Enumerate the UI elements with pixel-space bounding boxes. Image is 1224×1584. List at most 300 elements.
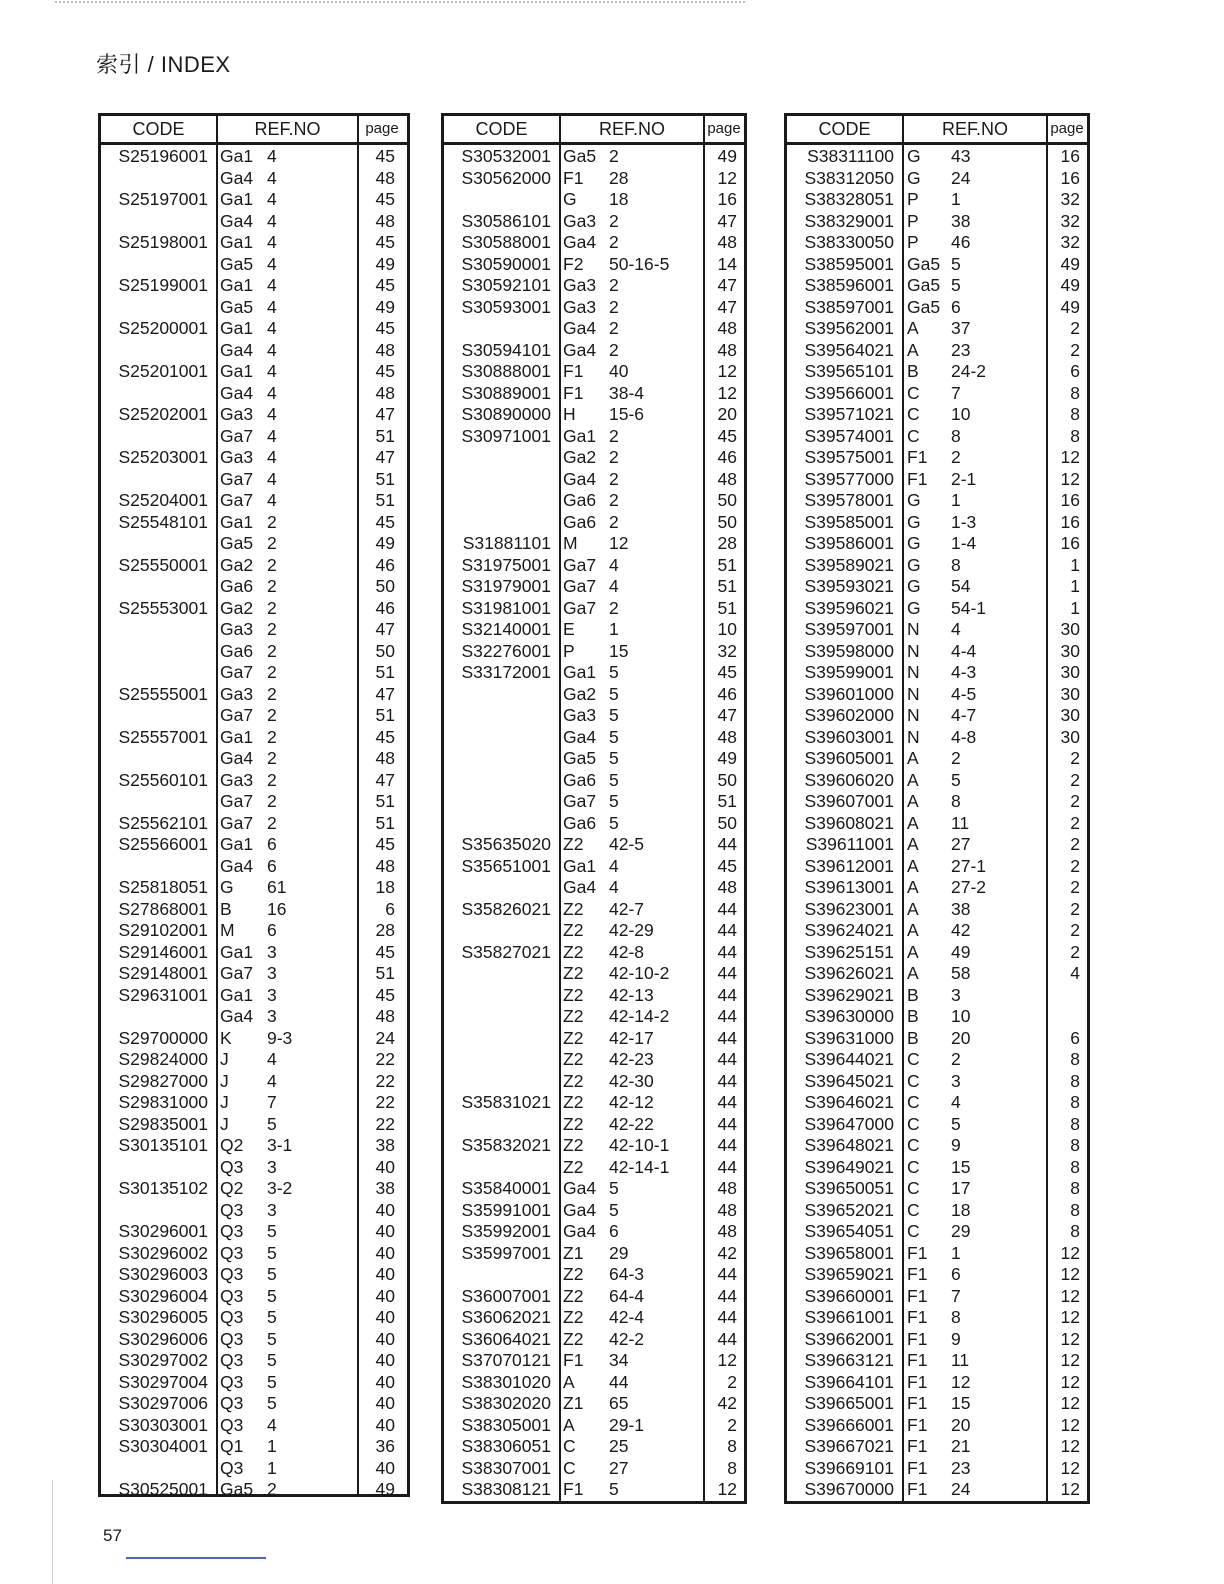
cell-code: S30890000: [461, 404, 551, 424]
table-row: [101, 297, 407, 319]
cell-ref-group: A: [907, 791, 919, 811]
cell-page: 8: [1070, 1178, 1080, 1198]
table-row: [101, 899, 407, 921]
cell-ref-number: 4: [267, 318, 277, 338]
cell-page: 8: [1070, 1199, 1080, 1220]
cell-page: 8: [1070, 404, 1080, 424]
table-row: [444, 146, 744, 168]
cell-ref-number: 10: [951, 404, 971, 424]
cell-code: S39603001: [804, 726, 894, 747]
cell-ref-group: Ga4: [563, 339, 597, 360]
cell-code: S39596021: [804, 597, 894, 618]
cell-page: 44: [717, 1113, 737, 1134]
cell-ref-number: 2: [267, 597, 277, 618]
cell-page: 14: [717, 253, 737, 274]
cell-ref-number: 12: [609, 533, 629, 553]
cell-ref-number: 9: [951, 1328, 961, 1349]
cell-ref-group: Z2: [563, 898, 584, 919]
cell-page: 2: [1070, 855, 1080, 876]
cell-ref-number: 5: [267, 1264, 277, 1284]
table-row: [787, 254, 1087, 276]
cell-ref-group: Q3: [220, 1307, 244, 1327]
cell-page: 2: [1070, 769, 1080, 790]
cell-code: S36007001: [461, 1285, 551, 1306]
header-page: page: [707, 120, 741, 137]
cell-page: 8: [1070, 1221, 1080, 1241]
cell-ref-number: 42-14-2: [609, 1006, 670, 1026]
table-row: [444, 1243, 744, 1265]
cell-ref-number: 15-6: [609, 404, 645, 424]
cell-ref-group: C: [907, 425, 920, 446]
cell-ref-number: 4: [951, 1092, 961, 1112]
cell-ref-number: 6: [267, 834, 277, 854]
cell-page: 40: [375, 1414, 395, 1435]
cell-ref-number: 6: [267, 920, 277, 940]
cell-page: 48: [375, 339, 395, 360]
cell-ref-group: Ga6: [220, 576, 254, 596]
cell-ref-number: 4: [609, 554, 619, 575]
cell-page: 32: [1060, 210, 1080, 231]
cell-ref-number: 27: [951, 834, 971, 854]
cell-ref-group: Ga1: [220, 984, 254, 1005]
cell-ref-group: F2: [563, 253, 584, 274]
cell-ref-group: Ga5: [907, 253, 941, 274]
cell-code: S25203001: [118, 447, 208, 467]
cell-ref-number: 8: [951, 1307, 961, 1327]
cell-page: 44: [717, 1027, 737, 1048]
cell-ref-number: 42: [951, 920, 971, 940]
cell-ref-number: 64-3: [609, 1264, 645, 1284]
cell-page: 44: [717, 1285, 737, 1306]
cell-code: S30303001: [118, 1414, 208, 1435]
cell-page: 40: [375, 1457, 395, 1478]
cell-ref-group: Z2: [563, 984, 584, 1005]
cell-ref-number: 5: [609, 1178, 619, 1198]
cell-page: 22: [375, 1049, 395, 1069]
cell-page: 44: [717, 1049, 737, 1069]
cell-code: S39565101: [804, 361, 894, 381]
cell-code: S35832021: [461, 1135, 551, 1155]
cell-ref-number: 5: [267, 1393, 277, 1413]
cell-ref-number: 4: [267, 189, 277, 209]
cell-page: 12: [1060, 1479, 1080, 1499]
cell-ref-group: Ga5: [220, 1479, 254, 1499]
cell-ref-number: 4: [267, 210, 277, 231]
cell-ref-number: 17: [951, 1178, 971, 1198]
table-row: [787, 576, 1087, 598]
table-row: [101, 576, 407, 598]
cell-ref-number: 8: [951, 425, 961, 446]
table-row: [787, 1221, 1087, 1243]
cell-ref-group: F1: [563, 382, 584, 403]
table-row: [444, 1264, 744, 1286]
cell-page: 22: [375, 1113, 395, 1134]
cell-ref-number: 5: [609, 705, 619, 725]
cell-ref-number: 5: [267, 1221, 277, 1241]
index-table-3: [784, 113, 1090, 1504]
table-row: [444, 727, 744, 749]
cell-code: S29824000: [118, 1049, 208, 1069]
table-row: [444, 1114, 744, 1136]
cell-code: S25550001: [118, 554, 208, 575]
cell-code: S25557001: [118, 726, 208, 747]
cell-ref-group: Ga1: [220, 189, 254, 209]
cell-page: 49: [717, 748, 737, 768]
cell-code: S38308121: [461, 1479, 551, 1499]
cell-ref-group: Ga6: [563, 769, 597, 790]
table-row: [444, 641, 744, 663]
cell-code: S35827021: [461, 941, 551, 962]
cell-code: S35831021: [461, 1092, 551, 1112]
cell-page: 46: [717, 447, 737, 467]
table-row: [101, 1350, 407, 1372]
cell-page: 51: [375, 425, 395, 446]
cell-ref-number: 64-4: [609, 1285, 645, 1306]
cell-ref-number: 3: [267, 941, 277, 962]
cell-ref-number: 10: [951, 1006, 971, 1026]
cell-page: 49: [717, 146, 737, 166]
cell-code: S39585001: [804, 511, 894, 532]
table-row: [444, 1372, 744, 1394]
cell-page: 40: [375, 1371, 395, 1392]
table-row: [787, 1307, 1087, 1329]
cell-ref-group: Ga1: [220, 146, 254, 166]
cell-page: 20: [717, 404, 737, 424]
cell-page: 44: [717, 1135, 737, 1155]
cell-page: 4: [1070, 963, 1080, 983]
cell-code: S39574001: [804, 425, 894, 446]
cell-page: 47: [717, 705, 737, 725]
table-row: [444, 770, 744, 792]
cell-code: S39661001: [804, 1307, 894, 1327]
cell-ref-group: Ga6: [220, 640, 254, 661]
table-row: [444, 490, 744, 512]
cell-page: 28: [375, 920, 395, 940]
cell-page: 36: [375, 1436, 395, 1456]
cell-ref-number: 2: [609, 511, 619, 532]
cell-ref-group: Z2: [563, 1070, 584, 1091]
cell-page: 48: [717, 1199, 737, 1220]
table-row: [101, 1479, 407, 1501]
cell-page: 2: [1070, 920, 1080, 940]
cell-code: S25197001: [118, 189, 208, 209]
cell-ref-number: 15: [951, 1393, 971, 1413]
cell-ref-number: 4: [267, 296, 277, 317]
table-row: [101, 1458, 407, 1480]
cell-code: S39612001: [804, 855, 894, 876]
table-row: [101, 340, 407, 362]
cell-code: S25566001: [118, 834, 208, 854]
cell-code: S38597001: [804, 296, 894, 317]
table-row: [101, 1071, 407, 1093]
cell-page: 44: [717, 1070, 737, 1091]
cell-ref-number: 2: [609, 210, 619, 231]
cell-ref-group: F1: [907, 1264, 928, 1284]
cell-page: 2: [1070, 339, 1080, 360]
cell-ref-group: Q3: [220, 1414, 244, 1435]
cell-page: 45: [375, 146, 395, 166]
cell-ref-number: 5: [609, 791, 619, 811]
cell-code: S39578001: [804, 490, 894, 510]
table-row: [101, 1286, 407, 1308]
cell-code: S30588001: [461, 232, 551, 252]
cell-page: 40: [375, 1264, 395, 1284]
table-row: [787, 963, 1087, 985]
cell-ref-number: 7: [951, 382, 961, 403]
cell-ref-group: C: [907, 1092, 920, 1112]
cell-ref-group: Ga4: [220, 382, 254, 403]
cell-ref-group: Ga1: [220, 318, 254, 338]
table-row: [101, 1393, 407, 1415]
cell-page: 2: [1070, 812, 1080, 833]
cell-code: S39566001: [804, 382, 894, 403]
cell-page: 16: [1060, 146, 1080, 166]
cell-page: 30: [1060, 619, 1080, 639]
table-row: [444, 1415, 744, 1437]
cell-ref-group: A: [907, 812, 919, 833]
table-row: [101, 942, 407, 964]
table-row: [787, 684, 1087, 706]
cell-ref-group: F1: [907, 1242, 928, 1263]
cell-code: S39605001: [804, 748, 894, 768]
table-row: [444, 705, 744, 727]
table-row: [101, 490, 407, 512]
cell-ref-group: N: [907, 726, 920, 747]
cell-page: 8: [1070, 1135, 1080, 1155]
cell-code: S30525001: [118, 1479, 208, 1499]
cell-ref-group: A: [907, 963, 919, 983]
cell-page: 45: [375, 361, 395, 381]
cell-ref-group: N: [907, 662, 920, 682]
cell-ref-number: 23: [951, 1457, 971, 1478]
cell-ref-number: 5: [267, 1113, 277, 1134]
cell-page: 2: [1070, 791, 1080, 811]
cell-code: S25196001: [118, 146, 208, 166]
cell-code: S39650051: [804, 1178, 894, 1198]
table-row: [444, 1006, 744, 1028]
cell-ref-number: 42-10-2: [609, 963, 670, 983]
cell-ref-number: 15: [609, 640, 629, 661]
cell-ref-number: 5: [609, 726, 619, 747]
cell-page: 12: [1060, 447, 1080, 467]
cell-ref-group: Ga7: [563, 791, 597, 811]
table-row: [787, 361, 1087, 383]
cell-ref-group: Ga3: [563, 210, 597, 231]
cell-code: S25560101: [118, 769, 208, 790]
table-row: [787, 275, 1087, 297]
cell-ref-group: Z2: [563, 1307, 584, 1327]
cell-ref-group: G: [907, 597, 921, 618]
cell-page: 49: [1060, 296, 1080, 317]
cell-ref-group: Ga6: [563, 812, 597, 833]
cell-page: 12: [1060, 468, 1080, 489]
table-row: [787, 877, 1087, 899]
cell-ref-number: 4-3: [951, 662, 977, 682]
cell-page: 51: [375, 963, 395, 983]
cell-code: S39571021: [804, 404, 894, 424]
cell-ref-group: F1: [907, 1371, 928, 1392]
cell-code: S30296002: [118, 1242, 208, 1263]
cell-page: 12: [1060, 1393, 1080, 1413]
cell-ref-group: N: [907, 683, 920, 704]
cell-ref-number: 4: [267, 1070, 277, 1091]
table-row: [444, 1071, 744, 1093]
cell-ref-number: 2: [609, 318, 619, 338]
table-row: [101, 555, 407, 577]
cell-ref-number: 4: [267, 1049, 277, 1069]
table-row: [444, 748, 744, 770]
cell-ref-group: P: [563, 640, 575, 661]
table-row: [787, 662, 1087, 684]
table-row: [101, 770, 407, 792]
cell-code: S29831000: [118, 1092, 208, 1112]
cell-ref-group: Q3: [220, 1393, 244, 1413]
cell-code: S39562001: [804, 318, 894, 338]
cell-page: 50: [375, 640, 395, 661]
table-rows: [787, 146, 1087, 1501]
cell-code: S29631001: [118, 984, 208, 1005]
cell-ref-number: 3: [951, 1070, 961, 1091]
cell-ref-group: Ga7: [563, 597, 597, 618]
cell-code: S25553001: [118, 597, 208, 618]
table-row: [101, 211, 407, 233]
cell-ref-number: 5: [609, 1199, 619, 1220]
cell-page: 12: [717, 1479, 737, 1499]
table-row: [444, 1028, 744, 1050]
cell-ref-group: A: [563, 1414, 575, 1435]
cell-page: 48: [375, 748, 395, 768]
cell-code: S39669101: [804, 1457, 894, 1478]
cell-page: 2: [1070, 834, 1080, 854]
cell-code: S30296006: [118, 1328, 208, 1349]
table-rows: [444, 146, 744, 1501]
table-row: [444, 1479, 744, 1501]
cell-ref-number: 46: [951, 232, 971, 252]
cell-page: 46: [717, 683, 737, 704]
cell-ref-number: 11: [951, 812, 970, 833]
cell-code: S38312050: [804, 167, 894, 188]
cell-ref-number: 44: [609, 1371, 629, 1392]
table-row: [787, 1049, 1087, 1071]
cell-code: S35991001: [461, 1199, 551, 1220]
cell-code: S30135102: [118, 1178, 208, 1198]
cell-page: 40: [375, 1199, 395, 1220]
table-row: [444, 1049, 744, 1071]
cell-ref-group: Ga4: [563, 877, 597, 897]
cell-ref-group: J: [220, 1092, 229, 1112]
cell-page: 30: [1060, 640, 1080, 661]
cell-ref-number: 1: [951, 1242, 961, 1263]
cell-page: 45: [717, 662, 737, 682]
cell-ref-group: Ga5: [563, 146, 597, 166]
cell-ref-group: C: [907, 1156, 920, 1177]
table-row: [444, 619, 744, 641]
table-row: [101, 641, 407, 663]
table-row: [787, 1114, 1087, 1136]
cell-code: S39662001: [804, 1328, 894, 1349]
cell-page: 48: [717, 339, 737, 360]
cell-ref-number: 42-12: [609, 1092, 654, 1112]
table-row: [787, 1436, 1087, 1458]
cell-code: S38307001: [461, 1457, 551, 1478]
cell-ref-number: 6: [267, 855, 277, 876]
cell-ref-number: 20: [951, 1027, 971, 1048]
cell-ref-group: G: [907, 511, 921, 532]
table-row: [787, 899, 1087, 921]
cell-ref-number: 42-23: [609, 1049, 654, 1069]
cell-ref-group: G: [907, 533, 921, 553]
cell-ref-number: 40: [609, 361, 629, 381]
header-ref: REF.NO: [254, 119, 321, 139]
cell-page: 12: [1060, 1457, 1080, 1478]
cell-page: 22: [375, 1092, 395, 1112]
cell-code: S39624021: [804, 920, 894, 940]
cell-ref-group: N: [907, 640, 920, 661]
cell-page: 2: [1070, 898, 1080, 919]
table-row: [444, 877, 744, 899]
cell-ref-group: F1: [907, 1328, 928, 1349]
cell-ref-group: F1: [563, 167, 584, 188]
cell-ref-number: 4: [267, 382, 277, 403]
cell-page: 48: [717, 1178, 737, 1198]
cell-ref-group: Ga3: [220, 404, 254, 424]
table-row: [787, 1006, 1087, 1028]
cell-page: 12: [717, 361, 737, 381]
table-row: [787, 146, 1087, 168]
cell-page: 16: [717, 189, 737, 209]
cell-ref-number: 4: [267, 1414, 277, 1435]
cell-ref-number: 4: [267, 447, 277, 467]
cell-page: 12: [1060, 1264, 1080, 1284]
cell-ref-number: 5: [951, 1113, 961, 1134]
cell-ref-group: F1: [907, 1457, 928, 1478]
table-row: [787, 727, 1087, 749]
cell-code: S39631000: [804, 1027, 894, 1048]
cell-ref-group: Z2: [563, 920, 584, 940]
cell-code: S29102001: [118, 920, 208, 940]
cell-ref-group: B: [907, 361, 919, 381]
cell-code: S38302020: [461, 1393, 551, 1413]
cell-code: S33172001: [461, 662, 551, 682]
table-row: [101, 469, 407, 491]
cell-ref-group: Ga7: [220, 963, 254, 983]
cell-page: 51: [375, 705, 395, 725]
cell-page: 49: [375, 1479, 395, 1499]
cell-ref-number: 3: [951, 984, 961, 1005]
table-row: [787, 1135, 1087, 1157]
cell-ref-group: P: [907, 210, 919, 231]
table-row: [444, 1458, 744, 1480]
cell-code: S30297004: [118, 1371, 208, 1392]
cell-page: 12: [717, 167, 737, 188]
cell-page: 47: [717, 296, 737, 317]
cell-page: 8: [1070, 382, 1080, 403]
cell-ref-group: Ga7: [220, 812, 254, 833]
cell-code: S31981001: [461, 597, 551, 618]
table-row: [444, 1350, 744, 1372]
cell-page: 47: [717, 210, 737, 231]
table-row: [444, 899, 744, 921]
cell-code: S30296003: [118, 1264, 208, 1284]
cell-page: 45: [375, 834, 395, 854]
cell-page: 50: [717, 812, 737, 833]
cell-page: 48: [375, 210, 395, 231]
cell-page: 44: [717, 963, 737, 983]
table-row: [787, 1092, 1087, 1114]
cell-ref-group: C: [907, 1199, 920, 1220]
cell-ref-number: 42-17: [609, 1027, 654, 1048]
cell-ref-group: Ga4: [220, 1006, 254, 1026]
